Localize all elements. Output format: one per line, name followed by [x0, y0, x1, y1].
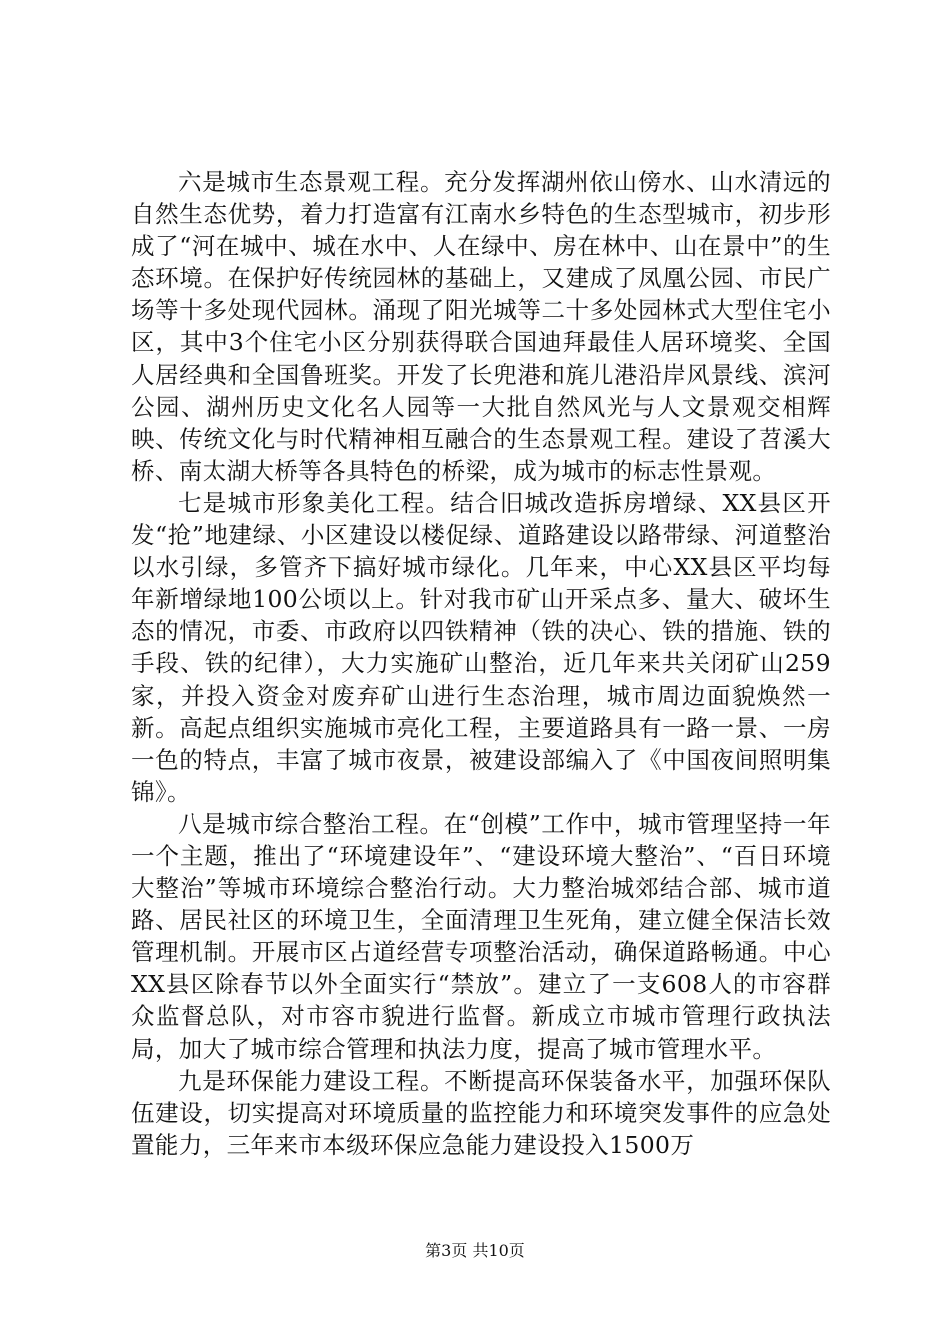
paragraph-city-image: 七是城市形象美化工程。结合旧城改造拆房增绿、XX县区开发“抢”地建绿、小区建设以楼促绿、道路建设以路带绿、河道整治以水引绿，多管齐下搞好城市绿化。几年来，中心XX县区平均每年新增绿地100公顷以上。针对我市矿山开采点多、量大、破坏生态的情况，市委、市政府以四铁精神（铁的决心、铁的措施、铁的手段、铁的纪律），大力实施矿山整治，近几年来共关闭矿山259家，并投入资金对废弃矿山进行生态治理，城市周边面貌焕然一新。高起点组织实施城市亮化工程，主要道路具有一路一景、一房一色的特点，丰富了城市夜景，被建设部编入了《中国夜间照明集锦》。: [131, 488, 831, 806]
paragraph-comprehensive-rectification: 八是城市综合整治工程。在“创模”工作中，城市管理坚持一年一个主题，推出了“环境建设年”、“建设环境大整治”、“百日环境大整治”等城市环境综合整治行动。大力整治城郊结合部、城市道路、居民社区的环境卫生，全面清理卫生死角，建立健全保洁长效管理机制。开展市区占道经营专项整治活动，确保道路畅通。中心XX县区除春节以外全面实行“禁放”。建立了一支608人的市容群众监督总队，对市容市貌进行监督。新成立市城市管理行政执法局，加大了城市综合管理和执法力度，提高了城市管理水平。: [131, 809, 831, 1063]
page-number-footer: 第3页 共10页: [425, 1241, 525, 1260]
paragraph-ecological-landscape: 六是城市生态景观工程。充分发挥湖州依山傍水、山水清远的自然生态优势，着力打造富有江南水乡特色的生态型城市，初步形成了“河在城中、城在水中、人在绿中、房在林中、山在景中”的生态环境。在保护好传统园林的基础上，又建成了凤凰公园、市民广场等十多处现代园林。涌现了阳光城等二十多处园林式大型住宅小区，其中3个住宅小区分别获得联合国迪拜最佳人居环境奖、全国人居经典和全国鲁班奖。开发了长兜港和旄儿港沿岸风景线、滨河公园、湖州历史文化名人园等一大批自然风光与人文景观交相辉映、传统文化与时代精神相互融合的生态景观工程。建设了苕溪大桥、南太湖大桥等各具特色的桥梁，成为城市的标志性景观。: [131, 168, 831, 485]
paragraph-environmental-capacity: 九是环保能力建设工程。不断提高环保装备水平，加强环保队伍建设，切实提高对环境质量的监控能力和环境突发事件的应急处置能力，三年来市本级环保应急能力建设投入1500万: [131, 1066, 831, 1159]
document-body: [131, 166, 831, 1161]
